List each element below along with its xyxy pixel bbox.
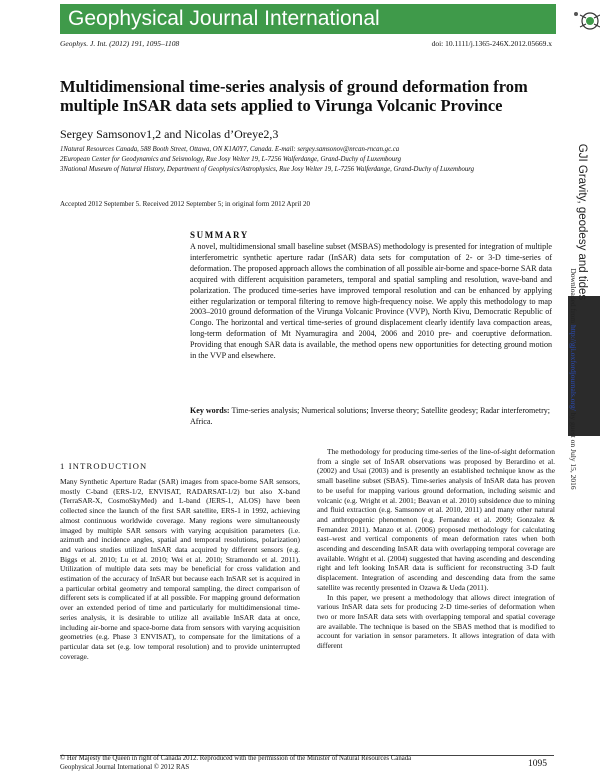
paragraph: The methodology for producing time-series of the line-of-sight deformation from a single set of InSAR observations was proposed by Berardino et al. (2002) and Usai (2003) and is presently an established technique know as the small baseline subset (SBAS). Time-series analysis of InSAR data has proven to be useful for mapping various ground deformation, including seismic and volcanic (e.g. Wright et al. 2001; Beavan et al. 2010) subsidence due to mining and fluid extraction (e.g. Samsonov et al. 2010, 2011) and many other natural and anthropogenic phenomenon (e.g. Fernandez et al. 2009; Gonzalez & Fernandez 2011). Manzo et al. (2006) proposed methodology for calculating east–west and vertical components of mean deformation rates when both ascending and descending InSAR data with overlapping temporal coverage are available. Wright et al. (2004) suggested that having ascending and descending right and left looking InSAR data is sufficient for reconstructing 3-D fault displacement. Integration of ascending and descending data from the same satellite was recently presented in Ozawa & Ueda (2011). [317,447,555,592]
summary-text: A novel, multidimensional small baseline subset (MSBAS) methodology is presented for integration of multiple interferometric synthetic aperture radar (InSAR) data sets for computation of 2- or 3-D time-series of deformation. The proposed approach allows the combination of all possible air-borne and space-borne SAR data acquired with different acquisition parameters, temporal and spatial sampling and resolution, wave-band and polarization. The produced time-series have improved temporal resolution and can be enhanced by applying either regularization or temporal filtering to remove high-frequency noise. We apply this methodology to map 2003–2010 ground deformation of the Virunga Volcanic Province (VVP), North Kivu, Democratic Republic of Congo. The horizontal and vertical time-series of ground displacement clearly identify lava compaction areas, long-term deformation of Mt Nyamuragira and 2004, 2006 and 2010 pre- and coeruptive deformation. Providing that enough SAR data is available, the method opens new opportunities for detecting ground motion in the VVP and elsewhere. [190,242,552,361]
paragraph: In this paper, we present a methodology that allows direct integration of various InSAR data sets for producing 2-D time-series of deformation when two or more InSAR data sets with overlapping temporal and spatial coverage are available. The technique is based on the SBAS method that is modified to account for variation in sensor parameters. It allows integration of data with different [317,592,555,651]
download-prefix: Downloaded from [569,268,578,325]
copyright-line-1: © Her Majesty the Queen in right of Canada 2012. Reproduced with the permission of the Minister of Natural Resources Canada [60,755,412,762]
author-list: Sergey Samsonov1,2 and Nicolas d’Oreye2,3 [60,127,279,141]
society-logo-icon [568,6,600,36]
journal-title: Geophysical Journal International [68,7,380,30]
affiliation-3: 3National Museum of Natural History, Department of Geophysics/Astrophysics, Rue Josy Welter 19, L-7256 Walferdange, Grand-Duchy of Luxembourg [60,166,475,173]
article-title: Multidimensional time-series analysis of ground deformation from multiple InSAR data sets applied to Virunga Volcanic Province [60,77,528,115]
download-suffix: by guest on July 15, 2016 [569,410,578,490]
page-number: 1095 [528,759,547,769]
download-notice [567,209,579,549]
keywords [190,406,552,428]
journal-section-label: GJI Gravity, geodesy and tides [576,143,588,301]
journal-banner [60,4,556,34]
download-link[interactable]: http://gji.oxfordjournals.org/ [569,324,578,411]
affiliation-1: 1Natural Resources Canada, 588 Booth Street, Ottawa, ON K1A0Y7, Canada. E-mail: sergey.samsonov@nrcan-rncan.gc.ca [60,146,400,153]
body-column-right [317,447,555,651]
copyright-line-2: Geophysical Journal International © 2012 RAS [60,764,190,771]
paragraph: Many Synthetic Aperture Radar (SAR) images from space-borne SAR sensors, mostly C-band (ERS-1/2, ENVISAT, RADARSAT-1/2) but also X-band (TerraSAR-X, CosmoSkyMed) and L-band (JERS-1, ALOS) have been collected since the launch of the first SAR satellite, ERS-1 in 1992, achieving almost continuous worldwide coverage. Many regions were simultaneously imaged by multiple SAR sensors with varying acquisition parameters (i.e. azimuth and incidence angles, spatial and temporal resolutions, polarization) and various studies utilized InSAR data acquired by different sensors (e.g. Biggs et al. 2010; Lu et al. 2010; Wei et al. 2010; Stramondo et al. 2011). Utilization of multiple data sets may be beneficial for cross validation and estimation of the accuracy of InSAR but because each InSAR set is acquired in a particular orbital geometry and temporal sampling, the direct comparison of different sets is complicated if at all possible. For mapping ground deformation over an extended period of time and particularly for multidimensional time-series analysis, it is desirable to utilize all available InSAR data at once, including air-borne and space-borne data from sensors with varying acquisition geometries (e.g. Phase 3 ENVISAT), to compensate for the limitations of a particular data set (e.g. low temporal resolution) and to provide uninterrupted coverage. [60,477,300,661]
keywords-list: Time-series analysis; Numerical solutions; Inverse theory; Satellite geodesy; Radar interferometry; Africa. [190,406,551,426]
received-dates: Accepted 2012 September 5. Received 2012 September 5; in original form 2012 April 20 [60,200,310,208]
citation: Geophys. J. Int. (2012) 191, 1095–1108 [60,39,180,48]
doi[interactable]: doi: 10.1111/j.1365-246X.2012.05669.x [431,39,552,48]
keywords-label: Key words: [190,406,230,415]
affiliation-2: 2European Center for Geodynamics and Seismology, Rue Josy Welter 19, L-7256 Walferdange, Grand-Duchy of Luxembourg [60,156,401,163]
section-heading-introduction: 1 INTRODUCTION [60,461,148,471]
body-column-left [60,477,300,661]
summary-heading: SUMMARY [190,230,249,240]
